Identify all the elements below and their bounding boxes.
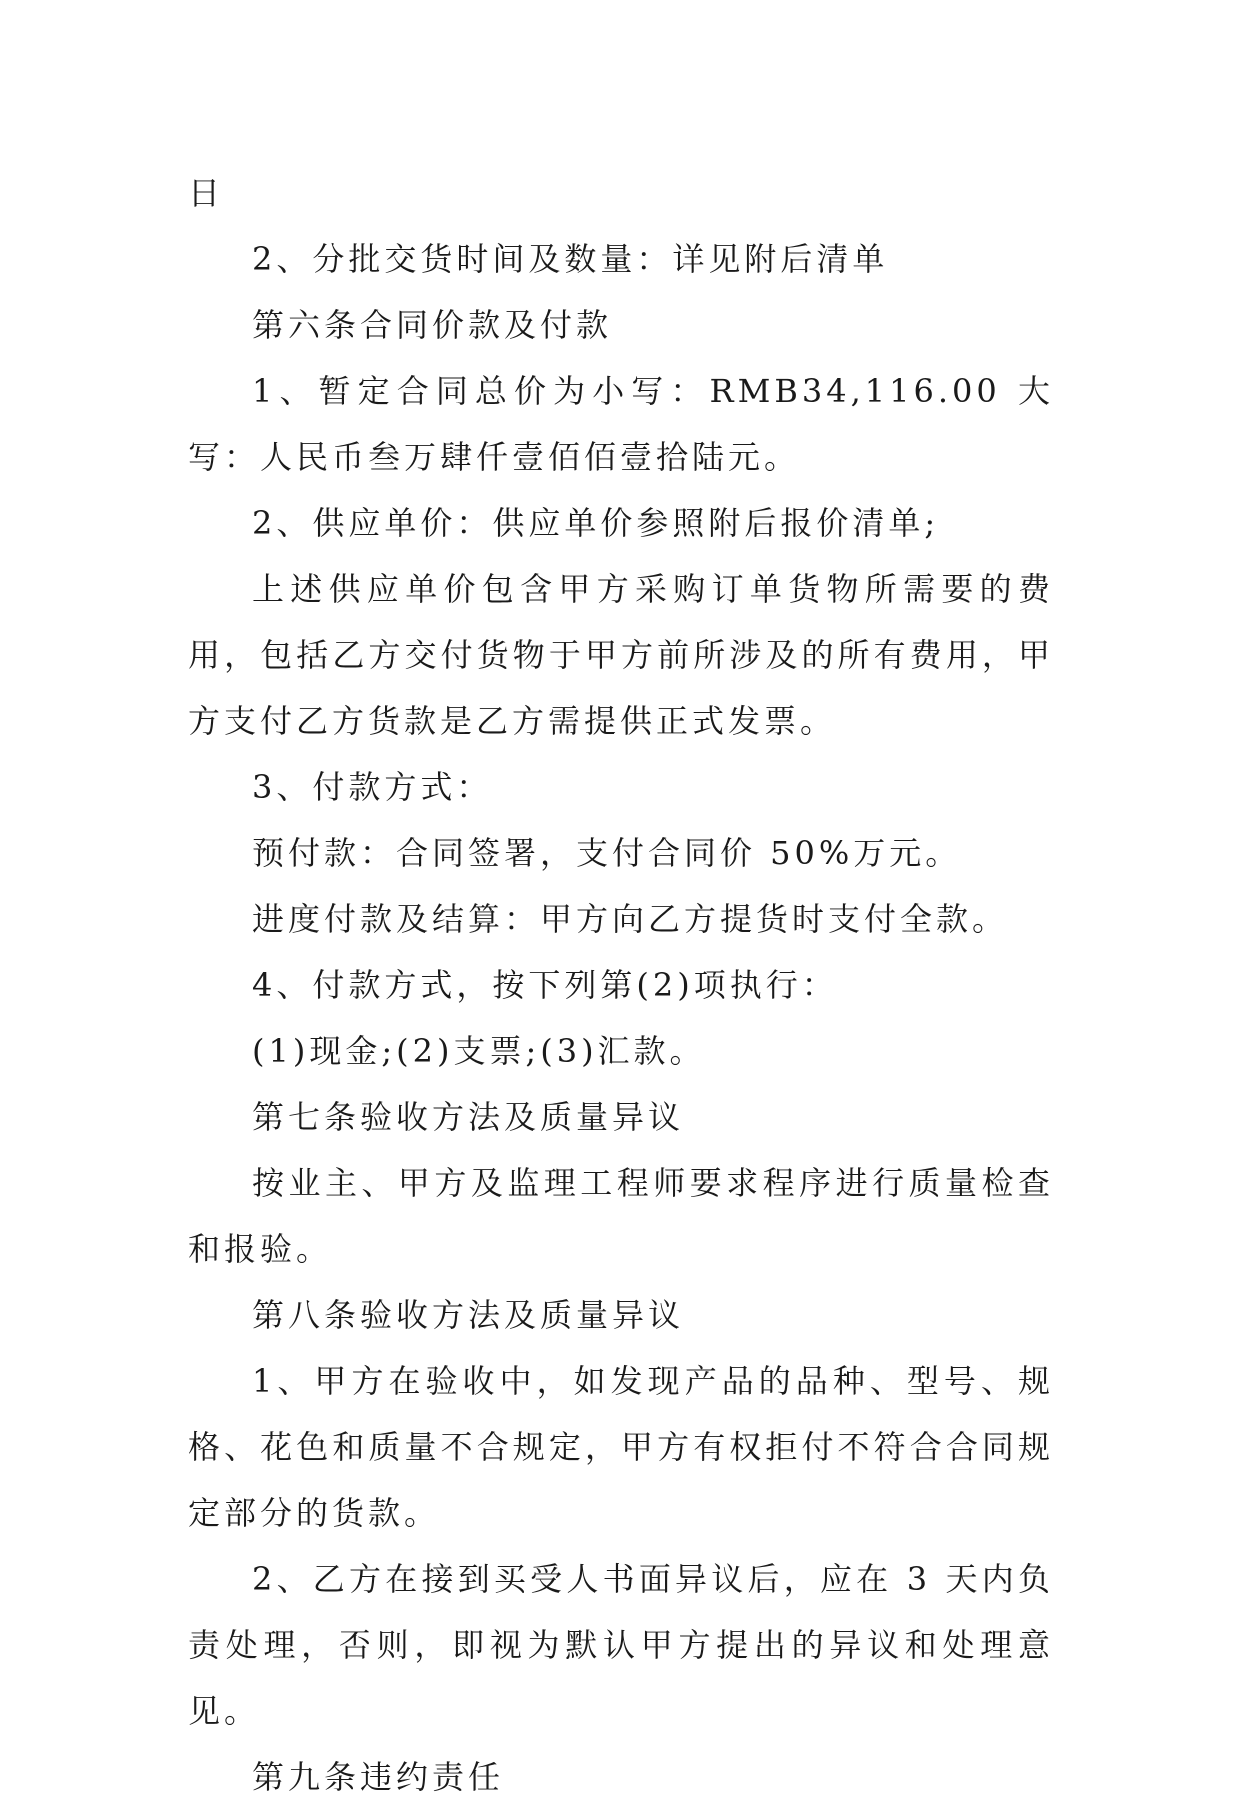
paragraph: 4、付款方式，按下列第(2)项执行： (252, 966, 838, 1004)
paragraph: 1、暂定合同总价为小写：RMB34,116.00 大写：人民币叁万肆仟壹佰佰壹拾陆元。 (188, 372, 1054, 476)
paragraph: 进度付款及结算：甲方向乙方提货时支付全款。 (252, 900, 1009, 938)
paragraph: 预付款：合同签署，支付合同价 50%万元。 (252, 834, 962, 872)
paragraph: 2、分批交货时间及数量：详见附后清单 (252, 240, 889, 278)
paragraph: 1、甲方在验收中，如发现产品的品种、型号、规格、花色和质量不合规定，甲方有权拒付不符合合同规定部分的货款。 (188, 1362, 1054, 1532)
paragraph: (1)现金;(2)支票;(3)汇款。 (252, 1032, 706, 1070)
section-heading: 第六条合同价款及付款 (252, 306, 613, 344)
paragraph: 2、乙方在接到买受人书面异议后，应在 3 天内负责处理，否则，即视为默认甲方提出的异议和处理意见。 (188, 1560, 1054, 1730)
section-heading: 第七条验收方法及质量异议 (252, 1098, 685, 1136)
document-page (188, 160, 1054, 1810)
section-heading: 第九条违约责任 (252, 1758, 505, 1796)
paragraph: 按业主、甲方及监理工程师要求程序进行质量检查和报验。 (188, 1164, 1054, 1268)
paragraph: 上述供应单价包含甲方采购订单货物所需要的费用，包括乙方交付货物于甲方前所涉及的所有费用，甲方支付乙方货款是乙方需提供正式发票。 (188, 570, 1054, 740)
paragraph: 日 (188, 174, 225, 212)
section-heading: 第八条验收方法及质量异议 (252, 1296, 685, 1334)
paragraph: 2、供应单价：供应单价参照附后报价清单; (252, 504, 940, 542)
paragraph: 3、付款方式： (252, 768, 493, 806)
